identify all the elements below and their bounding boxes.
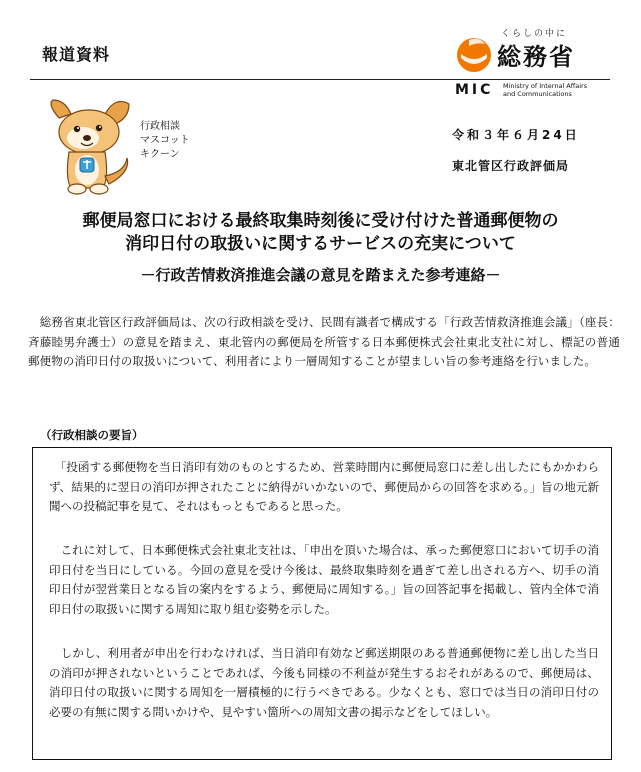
logo-english-line2: and Communications	[503, 90, 572, 98]
logo-name: 総務省	[497, 43, 575, 71]
mascot-caption	[140, 120, 190, 162]
title-line2: 消印日付の取扱いに関するサービスの充実について	[125, 234, 516, 254]
section-heading: （行政相談の要旨）	[40, 428, 144, 442]
intro-paragraph: 総務省東北管区行政評価局は、次の行政相談を受け、民間有識者で構成する「行政苦情救済推進会議」（座長：斉藤睦男弁護士）の意見を踏まえ、東北管内の郵便局を所管する日本郵便株式会社東北支社に対し、標記の普通郵便物の消印日付の取扱いについて、利用者により一層周知することが望ましい旨の参考連絡を行いました。	[28, 315, 620, 368]
ministry-logo	[451, 26, 621, 106]
summary-paragraph: しかし、利用者が申出を行わなければ、当日消印有効など郵送期限のある普通郵便物に差し出した当日の消印が押されないということであれば、今後も同様の不利益が発生するおそれがあるので、郵便局は、消印日付の取扱いに関する周知を一層積極的に行うべきである。少なくとも、窓口では当日の消印日付の必要の有無に関する問いかけや、見やすい箇所への周知文書の掲示などをしてほしい。	[49, 646, 599, 719]
logo-english-line1: Ministry of Internal Affairs	[503, 82, 588, 90]
summary-paragraph: これに対して、日本郵便株式会社東北支社は、「申出を頂いた場合は、承った郵便窓口において切手の消印日付を当日にしている。今回の意見を受け今後は、最終取集時刻を過ぎて差し出される方へ、切手の消印日付が翌営業日となる旨の案内をするよう、郵便局に周知する。」旨の回答記事を掲載し、管内全体で消印日付の取扱いに関する周知に取り組む姿勢を示した。	[49, 543, 599, 616]
summary-paragraph: 「投函する郵便物を当日消印有効のものとするため、営業時間内に郵便局窓口に差し出したにもかかわらず、結果的に翌日の消印が押されたことに納得がいかないので、郵便局からの回答を求める。」旨の地元新聞への投稿記事を見て、それはもっともであると思った。	[49, 460, 599, 513]
mic-logo-icon	[455, 34, 493, 74]
mascot-caption-line1: 行政相談	[140, 121, 180, 132]
issuing-bureau: 東北管区行政評価局	[452, 159, 570, 173]
logo-english-name	[503, 82, 587, 98]
consultation-summary-box	[32, 447, 612, 760]
release-date: 令和３年６月24日	[452, 128, 580, 142]
press-release-label: 報道資料	[42, 45, 111, 64]
title-line1: 郵便局窓口における最終取集時刻後に受け付けた普通郵便物の	[82, 211, 559, 231]
kikoon-mascot-image	[45, 98, 135, 198]
logo-tagline: くらしの中に	[501, 29, 568, 39]
mascot-caption-line3: キクーン	[140, 149, 180, 160]
mascot-caption-line2: マスコット	[140, 135, 190, 146]
logo-acronym: MIC	[455, 82, 494, 98]
subtitle: －行政苦情救済推進会議の意見を踏まえた参考連絡－	[140, 266, 501, 284]
